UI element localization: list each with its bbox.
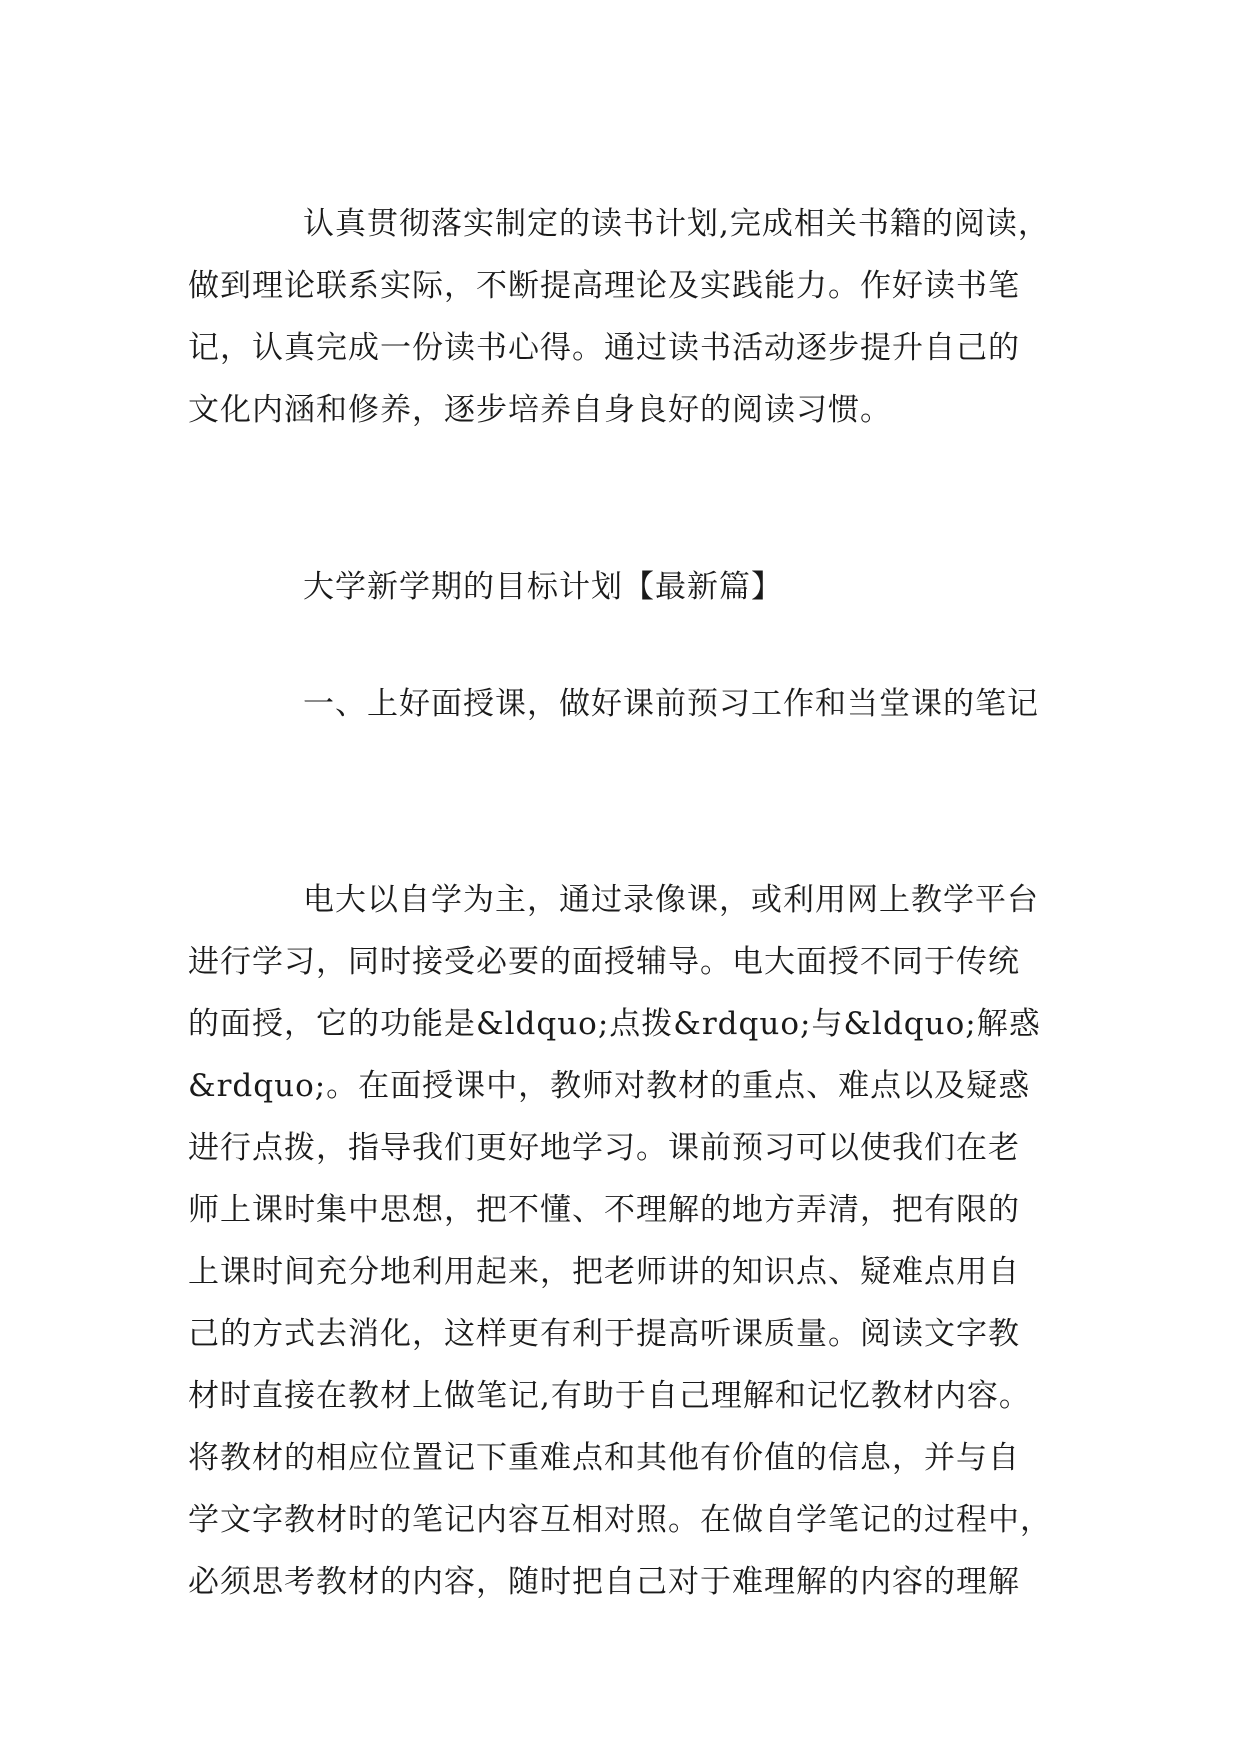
section-heading: 大学新学期的目标计划【最新篇】 xyxy=(303,569,783,605)
subsection-heading-block xyxy=(188,673,1048,735)
paragraph-line: 的面授，它的功能是&ldquo;点拨&rdquo;与&ldquo;解惑 xyxy=(188,1006,1041,1042)
paragraph-line: 记，认真完成一份读书心得。通过读书活动逐步提升自己的 xyxy=(188,330,1020,366)
paragraph-line: 电大以自学为主，通过录像课，或利用网上教学平台 xyxy=(303,882,1039,918)
paragraph-line: 认真贯彻落实制定的读书计划,完成相关书籍的阅读， xyxy=(303,206,1050,242)
paragraph-line: 学文字教材时的笔记内容互相对照。在做自学笔记的过程中， xyxy=(188,1502,1052,1538)
paragraph-line: 材时直接在教材上做笔记,有助于自己理解和记忆教材内容。 xyxy=(188,1378,1031,1414)
section-heading-block xyxy=(188,556,1048,618)
paragraph-line: 做到理论联系实际，不断提高理论及实践能力。作好读书笔 xyxy=(188,268,1020,304)
paragraph-reading-plan xyxy=(188,193,1048,441)
paragraph-line: &rdquo;。在面授课中，教师对教材的重点、难点以及疑惑 xyxy=(188,1068,1031,1104)
subsection-heading: 一、上好面授课，做好课前预习工作和当堂课的笔记 xyxy=(303,686,1039,722)
paragraph-line: 上课时间充分地利用起来，把老师讲的知识点、疑难点用自 xyxy=(188,1254,1020,1290)
paragraph-line: 文化内涵和修养，逐步培养自身良好的阅读习惯。 xyxy=(188,392,892,428)
paragraph-line: 进行学习，同时接受必要的面授辅导。电大面授不同于传统 xyxy=(188,944,1020,980)
paragraph-line: 己的方式去消化，这样更有利于提高听课质量。阅读文字教 xyxy=(188,1316,1020,1352)
paragraph-line: 必须思考教材的内容，随时把自己对于难理解的内容的理解 xyxy=(188,1564,1020,1600)
paragraph-line: 师上课时集中思想，把不懂、不理解的地方弄清，把有限的 xyxy=(188,1192,1020,1228)
paragraph-line: 进行点拨，指导我们更好地学习。课前预习可以使我们在老 xyxy=(188,1130,1020,1166)
paragraph-line: 将教材的相应位置记下重难点和其他有价值的信息，并与自 xyxy=(188,1440,1020,1476)
paragraph-face-to-face-class xyxy=(188,869,1052,1613)
